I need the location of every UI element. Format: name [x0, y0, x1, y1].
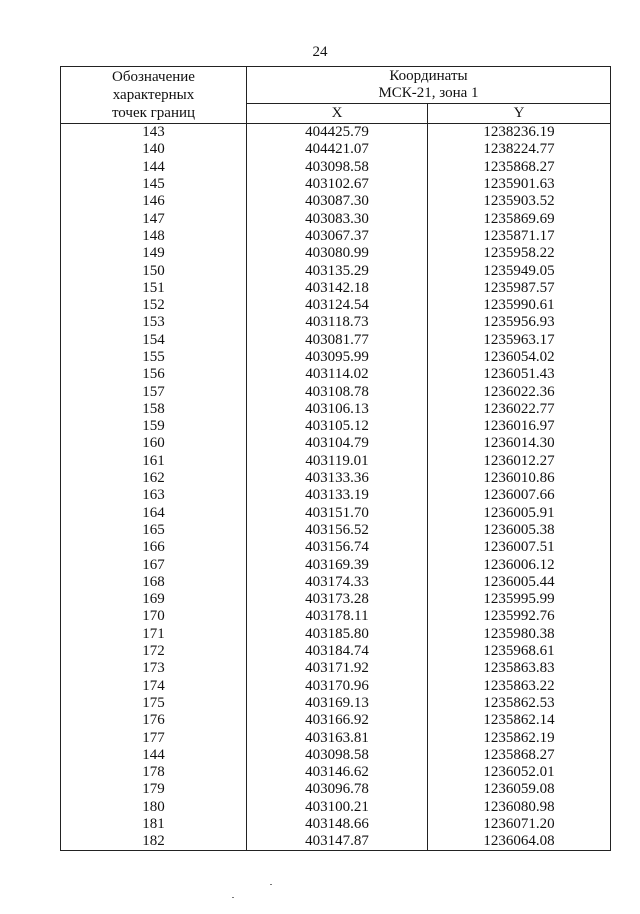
cell-x: 403156.74	[247, 539, 428, 556]
table-row	[61, 280, 611, 297]
cell-x: 403133.19	[247, 487, 428, 504]
table-row	[61, 505, 611, 522]
cell-x: 403104.79	[247, 435, 428, 452]
cell-y: 1235903.52	[428, 193, 611, 210]
table-row	[61, 556, 611, 573]
cell-point-id: 153	[61, 314, 247, 331]
table-row	[61, 747, 611, 764]
page-number: 24	[312, 44, 328, 60]
table-row	[61, 401, 611, 418]
table-row	[61, 781, 611, 798]
cell-point-id: 150	[61, 262, 247, 279]
table-row	[61, 574, 611, 591]
coordinates-table	[60, 66, 611, 851]
cell-x: 403147.87	[247, 833, 428, 851]
table-row	[61, 695, 611, 712]
table-row	[61, 799, 611, 816]
cell-point-id: 140	[61, 141, 247, 158]
table-row	[61, 262, 611, 279]
cell-point-id: 151	[61, 280, 247, 297]
cell-point-id: 147	[61, 210, 247, 227]
cell-y: 1236059.08	[428, 781, 611, 798]
cell-x: 403105.12	[247, 418, 428, 435]
cell-y: 1236006.12	[428, 556, 611, 573]
cell-y: 1235901.63	[428, 176, 611, 193]
cell-point-id: 172	[61, 643, 247, 660]
cell-y: 1235862.53	[428, 695, 611, 712]
cell-x: 403184.74	[247, 643, 428, 660]
cell-y: 1236051.43	[428, 366, 611, 383]
header-coordinates	[247, 67, 611, 104]
cell-y: 1238224.77	[428, 141, 611, 158]
cell-y: 1235862.19	[428, 729, 611, 746]
table-row	[61, 626, 611, 643]
cell-point-id: 173	[61, 660, 247, 677]
cell-point-id: 180	[61, 799, 247, 816]
table-row	[61, 660, 611, 677]
cell-point-id: 182	[61, 833, 247, 851]
cell-point-id: 171	[61, 626, 247, 643]
cell-y: 1235863.83	[428, 660, 611, 677]
cell-point-id: 146	[61, 193, 247, 210]
table-row	[61, 297, 611, 314]
table-row	[61, 678, 611, 695]
cell-x: 403096.78	[247, 781, 428, 798]
cell-x: 403163.81	[247, 729, 428, 746]
cell-point-id: 148	[61, 228, 247, 245]
cell-y: 1235990.61	[428, 297, 611, 314]
cell-point-id: 152	[61, 297, 247, 314]
table-row	[61, 435, 611, 452]
cell-y: 1236052.01	[428, 764, 611, 781]
header-x: X	[247, 104, 428, 124]
cell-y: 1235871.17	[428, 228, 611, 245]
cell-x: 403169.39	[247, 556, 428, 573]
cell-x: 403166.92	[247, 712, 428, 729]
cell-x: 403114.02	[247, 366, 428, 383]
cell-x: 403067.37	[247, 228, 428, 245]
table-row	[61, 833, 611, 851]
table-row	[61, 349, 611, 366]
cell-x: 403100.21	[247, 799, 428, 816]
cell-point-id: 160	[61, 435, 247, 452]
cell-point-id: 144	[61, 159, 247, 176]
cell-x: 403178.11	[247, 608, 428, 625]
cell-y: 1236010.86	[428, 470, 611, 487]
cell-y: 1236022.36	[428, 383, 611, 400]
table-row	[61, 539, 611, 556]
cell-point-id: 165	[61, 522, 247, 539]
table-row	[61, 332, 611, 349]
cell-y: 1236012.27	[428, 453, 611, 470]
table-header	[61, 67, 611, 124]
cell-x: 403087.30	[247, 193, 428, 210]
table-row	[61, 729, 611, 746]
table-row	[61, 487, 611, 504]
table-row	[61, 141, 611, 158]
table-row	[61, 159, 611, 176]
cell-point-id: 155	[61, 349, 247, 366]
cell-y: 1235868.27	[428, 747, 611, 764]
table-row	[61, 193, 611, 210]
cell-y: 1235980.38	[428, 626, 611, 643]
cell-y: 1236005.38	[428, 522, 611, 539]
cell-point-id: 143	[61, 124, 247, 142]
table-row	[61, 228, 611, 245]
cell-x: 403098.58	[247, 747, 428, 764]
cell-y: 1236014.30	[428, 435, 611, 452]
cell-y: 1236005.44	[428, 574, 611, 591]
cell-y: 1235863.22	[428, 678, 611, 695]
cell-y: 1236007.66	[428, 487, 611, 504]
cell-x: 403185.80	[247, 626, 428, 643]
cell-y: 1235995.99	[428, 591, 611, 608]
table-row	[61, 764, 611, 781]
table-row	[61, 643, 611, 660]
cell-x: 403095.99	[247, 349, 428, 366]
cell-y: 1238236.19	[428, 124, 611, 142]
cell-x: 403156.52	[247, 522, 428, 539]
cell-point-id: 162	[61, 470, 247, 487]
table-row	[61, 366, 611, 383]
cell-point-id: 144	[61, 747, 247, 764]
cell-point-id: 163	[61, 487, 247, 504]
cell-y: 1236005.91	[428, 505, 611, 522]
cell-x: 403148.66	[247, 816, 428, 833]
cell-y: 1235869.69	[428, 210, 611, 227]
table-row	[61, 176, 611, 193]
header-coordinates-text: Координаты МСК-21, зона 1	[378, 68, 479, 102]
cell-x: 403170.96	[247, 678, 428, 695]
cell-x: 403080.99	[247, 245, 428, 262]
table-row	[61, 124, 611, 142]
cell-x: 403142.18	[247, 280, 428, 297]
table-row	[61, 383, 611, 400]
table-body	[61, 124, 611, 851]
cell-y: 1235949.05	[428, 262, 611, 279]
cell-y: 1235987.57	[428, 280, 611, 297]
cell-x: 403133.36	[247, 470, 428, 487]
table-row	[61, 418, 611, 435]
table-row	[61, 453, 611, 470]
cell-x: 403171.92	[247, 660, 428, 677]
table-row	[61, 522, 611, 539]
scan-artifact	[232, 897, 234, 898]
cell-point-id: 168	[61, 574, 247, 591]
cell-point-id: 145	[61, 176, 247, 193]
cell-y: 1235956.93	[428, 314, 611, 331]
cell-point-id: 166	[61, 539, 247, 556]
cell-x: 403135.29	[247, 262, 428, 279]
cell-x: 403151.70	[247, 505, 428, 522]
cell-point-id: 174	[61, 678, 247, 695]
header-designation-text: Обозначение характерных точек границ	[111, 69, 196, 121]
cell-point-id: 159	[61, 418, 247, 435]
cell-y: 1236071.20	[428, 816, 611, 833]
cell-y: 1236080.98	[428, 799, 611, 816]
table-row	[61, 470, 611, 487]
cell-y: 1236054.02	[428, 349, 611, 366]
header-y: Y	[428, 104, 611, 124]
cell-point-id: 176	[61, 712, 247, 729]
cell-y: 1235958.22	[428, 245, 611, 262]
cell-y: 1236022.77	[428, 401, 611, 418]
cell-point-id: 179	[61, 781, 247, 798]
cell-y: 1235992.76	[428, 608, 611, 625]
cell-y: 1236064.08	[428, 833, 611, 851]
cell-point-id: 154	[61, 332, 247, 349]
cell-y: 1235868.27	[428, 159, 611, 176]
cell-point-id: 169	[61, 591, 247, 608]
cell-y: 1235963.17	[428, 332, 611, 349]
cell-x: 403102.67	[247, 176, 428, 193]
cell-point-id: 157	[61, 383, 247, 400]
header-designation	[61, 67, 247, 124]
cell-y: 1235862.14	[428, 712, 611, 729]
table-row	[61, 245, 611, 262]
cell-point-id: 177	[61, 729, 247, 746]
cell-y: 1236016.97	[428, 418, 611, 435]
cell-x: 403108.78	[247, 383, 428, 400]
cell-x: 403119.01	[247, 453, 428, 470]
cell-x: 403124.54	[247, 297, 428, 314]
cell-point-id: 175	[61, 695, 247, 712]
table-row	[61, 712, 611, 729]
table-row	[61, 816, 611, 833]
cell-y: 1235968.61	[428, 643, 611, 660]
cell-point-id: 178	[61, 764, 247, 781]
cell-y: 1236007.51	[428, 539, 611, 556]
cell-x: 403173.28	[247, 591, 428, 608]
table-row	[61, 608, 611, 625]
cell-point-id: 161	[61, 453, 247, 470]
cell-point-id: 167	[61, 556, 247, 573]
cell-point-id: 158	[61, 401, 247, 418]
cell-x: 403174.33	[247, 574, 428, 591]
scan-artifact	[270, 884, 272, 885]
cell-x: 403083.30	[247, 210, 428, 227]
cell-x: 403098.58	[247, 159, 428, 176]
cell-x: 403081.77	[247, 332, 428, 349]
cell-x: 403118.73	[247, 314, 428, 331]
cell-x: 403146.62	[247, 764, 428, 781]
cell-point-id: 170	[61, 608, 247, 625]
cell-x: 403106.13	[247, 401, 428, 418]
cell-point-id: 181	[61, 816, 247, 833]
cell-point-id: 156	[61, 366, 247, 383]
cell-point-id: 164	[61, 505, 247, 522]
cell-x: 404421.07	[247, 141, 428, 158]
cell-point-id: 149	[61, 245, 247, 262]
table-row	[61, 210, 611, 227]
cell-x: 403169.13	[247, 695, 428, 712]
cell-x: 404425.79	[247, 124, 428, 142]
table-row	[61, 314, 611, 331]
table-row	[61, 591, 611, 608]
